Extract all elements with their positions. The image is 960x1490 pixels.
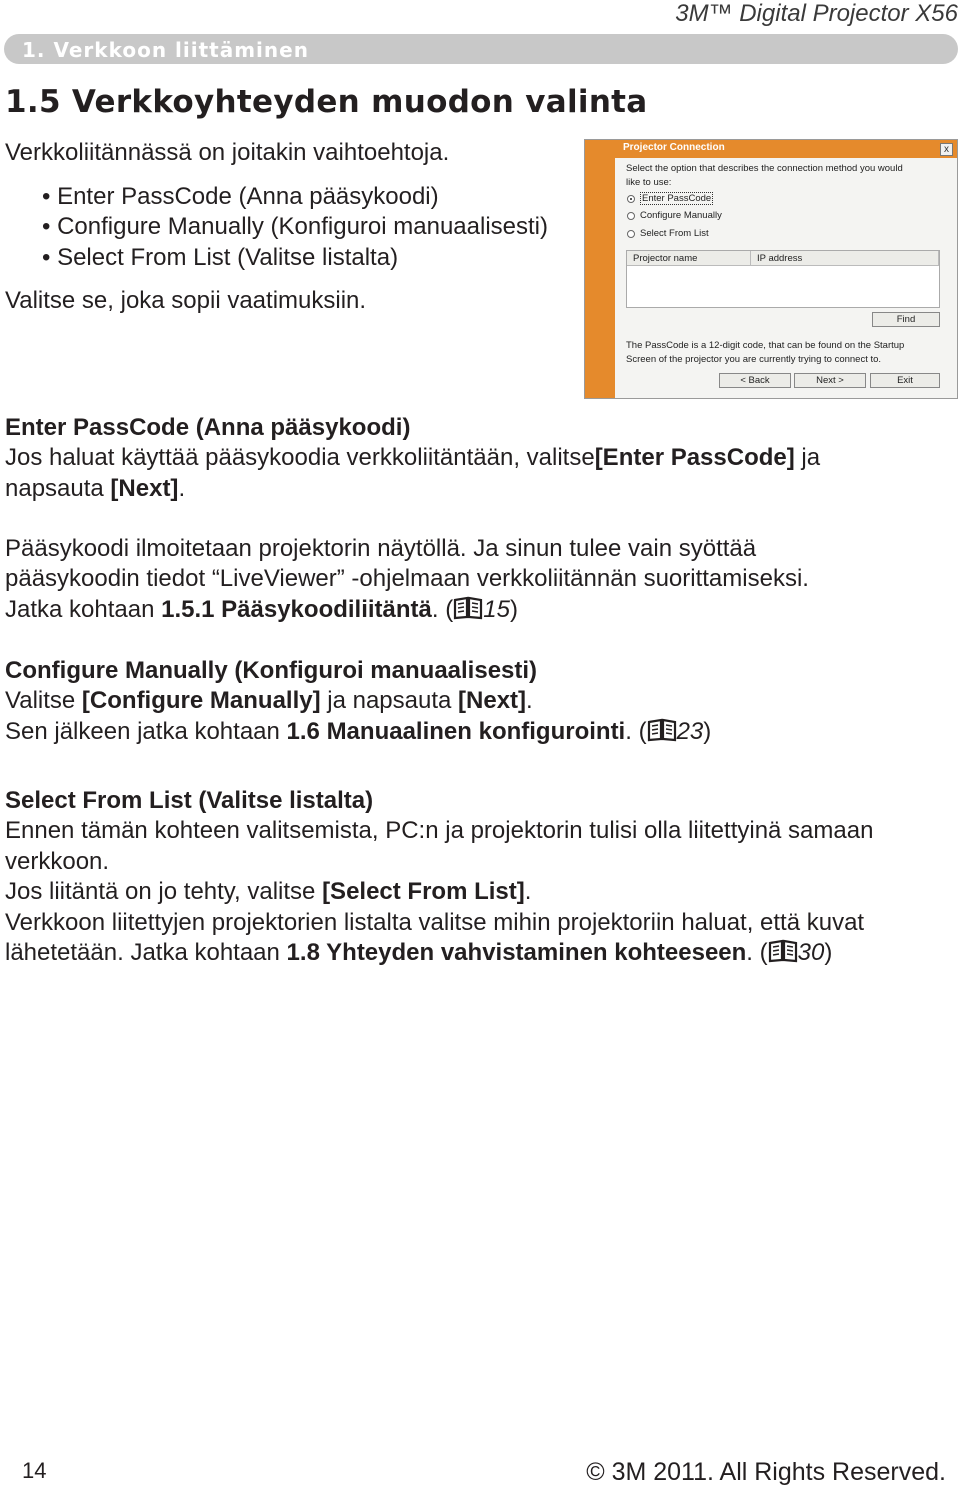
manual-reference: Sen jälkeen jatka kohtaan 1.6 Manuaalinen konfigurointi. ( 23) [5, 717, 712, 745]
radio-configure-manually[interactable] [627, 212, 635, 220]
list-reference: lähetetään. Jatka kohtaan 1.8 Yhteyden vahvistaminen kohteeseen. ( 30) [5, 939, 833, 967]
chapter-label: 1. Verkkoon liittäminen [22, 38, 309, 62]
column-ip-address[interactable]: IP address [751, 251, 939, 266]
passcode-paragraph: Jos haluat käyttää pääsykoodia verkkoliitäntään, valitse[Enter PassCode] ja [5, 444, 821, 472]
dialog-title: Projector Connection [623, 142, 725, 153]
intro-text: Verkkoliitännässä on joitakin vaihtoehtoja. [5, 139, 450, 166]
option-select-from-list[interactable]: Select From List [640, 228, 709, 239]
choose-text: Valitse se, joka sopii vaatimuksiin. [5, 287, 367, 314]
manual-section [5, 656, 955, 747]
book-icon [453, 596, 483, 620]
dialog-sidebar [585, 140, 615, 399]
passcode-reference: Jatka kohtaan 1.5.1 Pääsykoodiliitäntä. ( 15) [5, 595, 518, 623]
list-line: Jos liitäntä on jo tehty, valitse [Select From List]. [5, 878, 532, 906]
close-icon[interactable]: x [940, 143, 953, 156]
radio-select-from-list[interactable] [627, 230, 635, 238]
radio-enter-passcode[interactable] [627, 195, 635, 203]
list-item: • Enter PassCode (Anna pääsykoodi) [42, 183, 439, 210]
passcode-details-line: pääsykoodin tiedot “LiveViewer” -ohjelmaan verkkoliitännän suorittamiseksi. [5, 565, 809, 593]
projector-list[interactable] [626, 250, 940, 308]
passcode-heading: Enter PassCode (Anna pääsykoodi) [5, 414, 411, 441]
book-icon [647, 718, 677, 742]
option-list [42, 182, 548, 273]
list-item: • Configure Manually (Konfiguroi manuaalisesti) [42, 213, 548, 241]
find-button[interactable]: Find [872, 312, 940, 327]
list-line: Ennen tämän kohteen valitsemista, PC:n ja projektorin tulisi olla liitettyinä samaan [5, 817, 874, 845]
book-icon [768, 939, 798, 963]
list-heading: Select From List (Valitse listalta) [5, 787, 374, 814]
exit-button[interactable]: Exit [870, 373, 940, 388]
passcode-paragraph: napsauta [Next]. [5, 474, 186, 502]
product-name: 3M™ Digital Projector X56 [675, 0, 958, 27]
passcode-details-line: Pääsykoodi ilmoitetaan projektorin näytöllä. Ja sinun tulee vain syöttää [5, 535, 757, 562]
dialog-note: The PassCode is a 12-digit code, that can be found on the Startup [626, 340, 905, 351]
projector-connection-dialog [584, 139, 958, 399]
next-button[interactable]: Next > [794, 373, 866, 388]
column-projector-name[interactable]: Projector name [627, 251, 751, 266]
section-title: 1.5 Verkkoyhteyden muodon valinta [5, 84, 648, 120]
dialog-prompt: like to use: [626, 177, 672, 188]
option-enter-passcode[interactable]: Enter PassCode [642, 193, 712, 204]
list-line: verkkoon. [5, 847, 110, 875]
copyright: © 3M 2011. All Rights Reserved. [586, 1458, 946, 1486]
page-number: 14 [22, 1458, 47, 1483]
passcode-details [5, 534, 955, 625]
list-item: • Select From List (Valitse listalta) [42, 243, 399, 271]
option-configure-manually[interactable]: Configure Manually [640, 210, 722, 221]
manual-line: Valitse [Configure Manually] ja napsauta [Next]. [5, 687, 533, 715]
back-button[interactable]: < Back [719, 373, 791, 388]
dialog-note: Screen of the projector you are currently trying to connect to. [626, 354, 882, 365]
list-section [5, 786, 955, 968]
manual-heading: Configure Manually (Konfiguroi manuaalisesti) [5, 657, 538, 684]
passcode-section [5, 413, 955, 504]
list-line: Verkkoon liitettyjen projektorien listalta valitse mihin projektoriin haluat, että kuvat [5, 908, 865, 936]
dialog-prompt: Select the option that describes the connection method you would [626, 163, 903, 174]
